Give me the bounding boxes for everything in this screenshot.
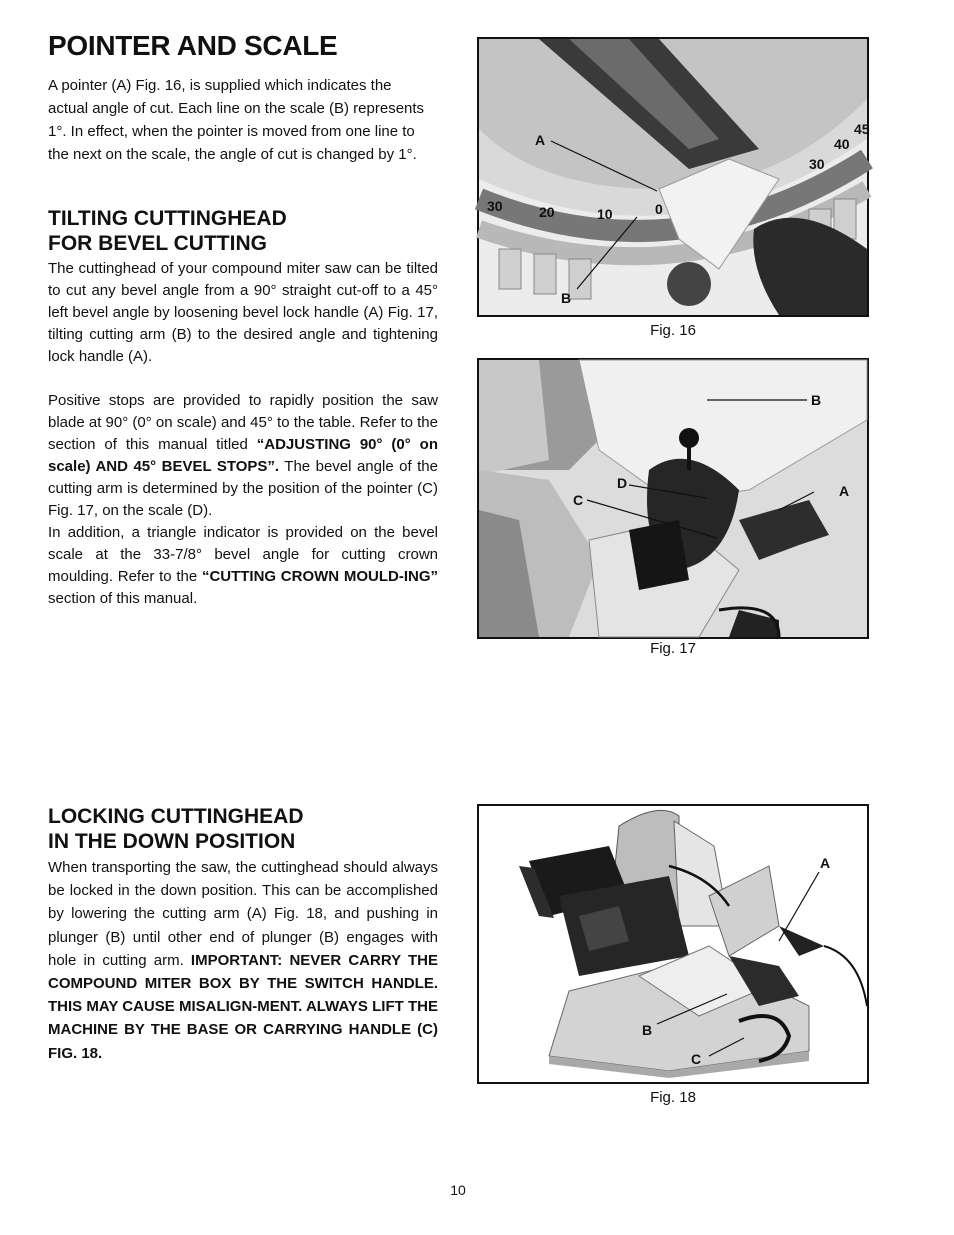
text: section of this manual.: [48, 590, 198, 607]
text: Positive stops are provided to rapidly position the saw blade at 90° (0° on scale) and 45° to the table. Refer to the section of this manual titled: [48, 392, 438, 453]
figure-16-photo: [477, 37, 869, 317]
tilting-paragraph-3: [48, 522, 438, 610]
label-b: B: [811, 392, 822, 408]
label-a: A: [535, 132, 546, 148]
label-b: B: [561, 290, 572, 306]
label-c: C: [691, 1051, 702, 1067]
tilting-paragraph-2: [48, 390, 438, 522]
label-a: A: [839, 483, 850, 499]
scale-tick: 45: [854, 121, 870, 137]
text-line: actual angle of cut. Each line on the scale (B) represents: [48, 100, 425, 117]
label-d: D: [617, 475, 628, 491]
label-c: C: [573, 492, 584, 508]
page-number: 10: [450, 1182, 466, 1198]
pointer-scale-text: [48, 74, 438, 166]
scale-tick: 20: [539, 204, 555, 220]
figure-18-photo: [477, 804, 869, 1084]
title-line: LOCKING CUTTINGHEAD: [48, 805, 304, 828]
scale-tick: 30: [487, 198, 503, 214]
title-line: FOR BEVEL CUTTING: [48, 232, 267, 255]
scale-tick: 30: [809, 156, 825, 172]
scale-tick: 0: [655, 201, 663, 217]
text: The bevel angle of the cutting arm is determined by the position of the pointer (C) Fig. 17, on the scale (D).: [48, 458, 438, 519]
figure-17-caption: Fig. 17: [650, 640, 696, 657]
figure-16-caption: Fig. 16: [650, 322, 696, 339]
tilting-section: [48, 206, 438, 610]
bold-text: “CUTTING CROWN MOULD-ING”: [201, 568, 438, 585]
locking-section: [48, 804, 438, 1065]
tilting-paragraph-1: The cuttinghead of your compound miter saw can be tilted to cut any bevel angle from a 90° straight cut-off to a 45° left bevel angle by loosening bevel lock handle (A) Fig. 17, tilting cutting arm (B) to the desired angle and tightening lock handle (A).: [48, 260, 438, 365]
bold-text: IMPORTANT: NEVER CARRY THE COMPOUND MITER BOX BY THE SWITCH HANDLE. THIS MAY CAUSE MISALIGN-MENT. ALWAYS LIFT THE MACHINE BY THE BASE OR CARRYING HANDLE (C) FIG. 18.: [48, 951, 438, 1062]
title-line: IN THE DOWN POSITION: [48, 830, 296, 853]
bold-text: “ADJUSTING 90° (0° on scale) AND 45° BEVEL STOPS”.: [48, 436, 438, 475]
label-b: B: [642, 1022, 653, 1038]
text-line: 1°. In effect, when the pointer is moved from one line to: [48, 123, 415, 140]
text: When transporting the saw, the cuttinghead should always be locked in the down position. This can be accomplished by lowering the cutting arm (A) Fig. 18, and pushing in plunger (B) until other end of plunger (B) engages with hole in cutting arm.: [48, 859, 438, 969]
section-title-pointer-and-scale: POINTER AND SCALE: [48, 30, 338, 61]
figure-18-caption: Fig. 18: [650, 1089, 696, 1106]
text: In addition, a triangle indicator is provided on the bevel scale at the 33-7/8° bevel angle for cutting crown moulding. Refer to the: [48, 524, 438, 585]
title-line: TILTING CUTTINGHEAD: [48, 207, 287, 230]
text-line: the next on the scale, the angle of cut is changed by 1°.: [48, 146, 417, 163]
scale-tick: 10: [597, 206, 613, 222]
label-a: A: [820, 855, 831, 871]
scale-tick: 40: [834, 136, 850, 152]
section-title-tilting: [48, 206, 438, 256]
text-line: A pointer (A) Fig. 16, is supplied which indicates the: [48, 77, 392, 94]
locking-paragraph: [48, 856, 438, 1065]
section-title-locking: [48, 804, 438, 854]
figure-17-photo: [477, 358, 869, 639]
